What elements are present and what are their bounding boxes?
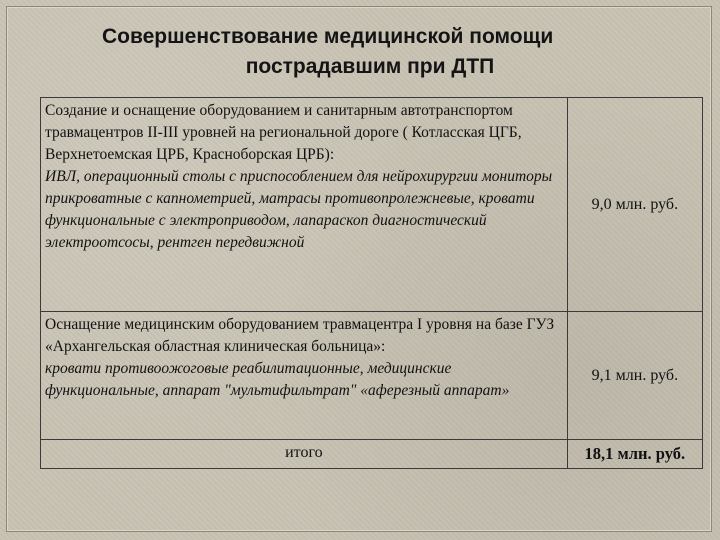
row-description [41,312,568,440]
funding-table [40,97,703,469]
page-title [40,22,700,82]
title-line-1: Совершенствование медицинской помощи [102,25,554,48]
row-text: Создание и оснащение оборудованием и санитарным автотранспортом травмацентров II-III уровней на региональной дороге ( Котласская ЦГБ, Верхнетоемская ЦРБ, Красноборская ЦРБ): [45,102,522,163]
total-amount: 18,1 млн. руб. [567,440,702,469]
row-amount: 9,0 млн. руб. [567,98,702,312]
row-equipment-list: ИВЛ, операционный столы с приспособлением для нейрохирургии мониторы прикроватные с капнометрией, матрасы противопролежневые, кровати функциональные с электроприводом, лапараскоп диагностический электроотсосы, рентген передвижной [45,168,553,251]
row-equipment-list: кровати противоожоговые реабилитационные, медицинские функциональные, аппарат "мультифильтрат" «аферезный аппарат» [45,360,510,399]
total-label: итого [41,440,568,469]
row-description [41,98,568,312]
table-row [41,98,703,312]
table-row [41,312,703,440]
row-amount: 9,1 млн. руб. [567,312,702,440]
title-line-2: пострадавшим при ДТП [245,55,495,78]
row-text: Оснащение медицинским оборудованием травмацентра I уровня на базе ГУЗ «Архангельская областная клиническая больница»: [45,316,555,355]
total-row [41,440,703,469]
